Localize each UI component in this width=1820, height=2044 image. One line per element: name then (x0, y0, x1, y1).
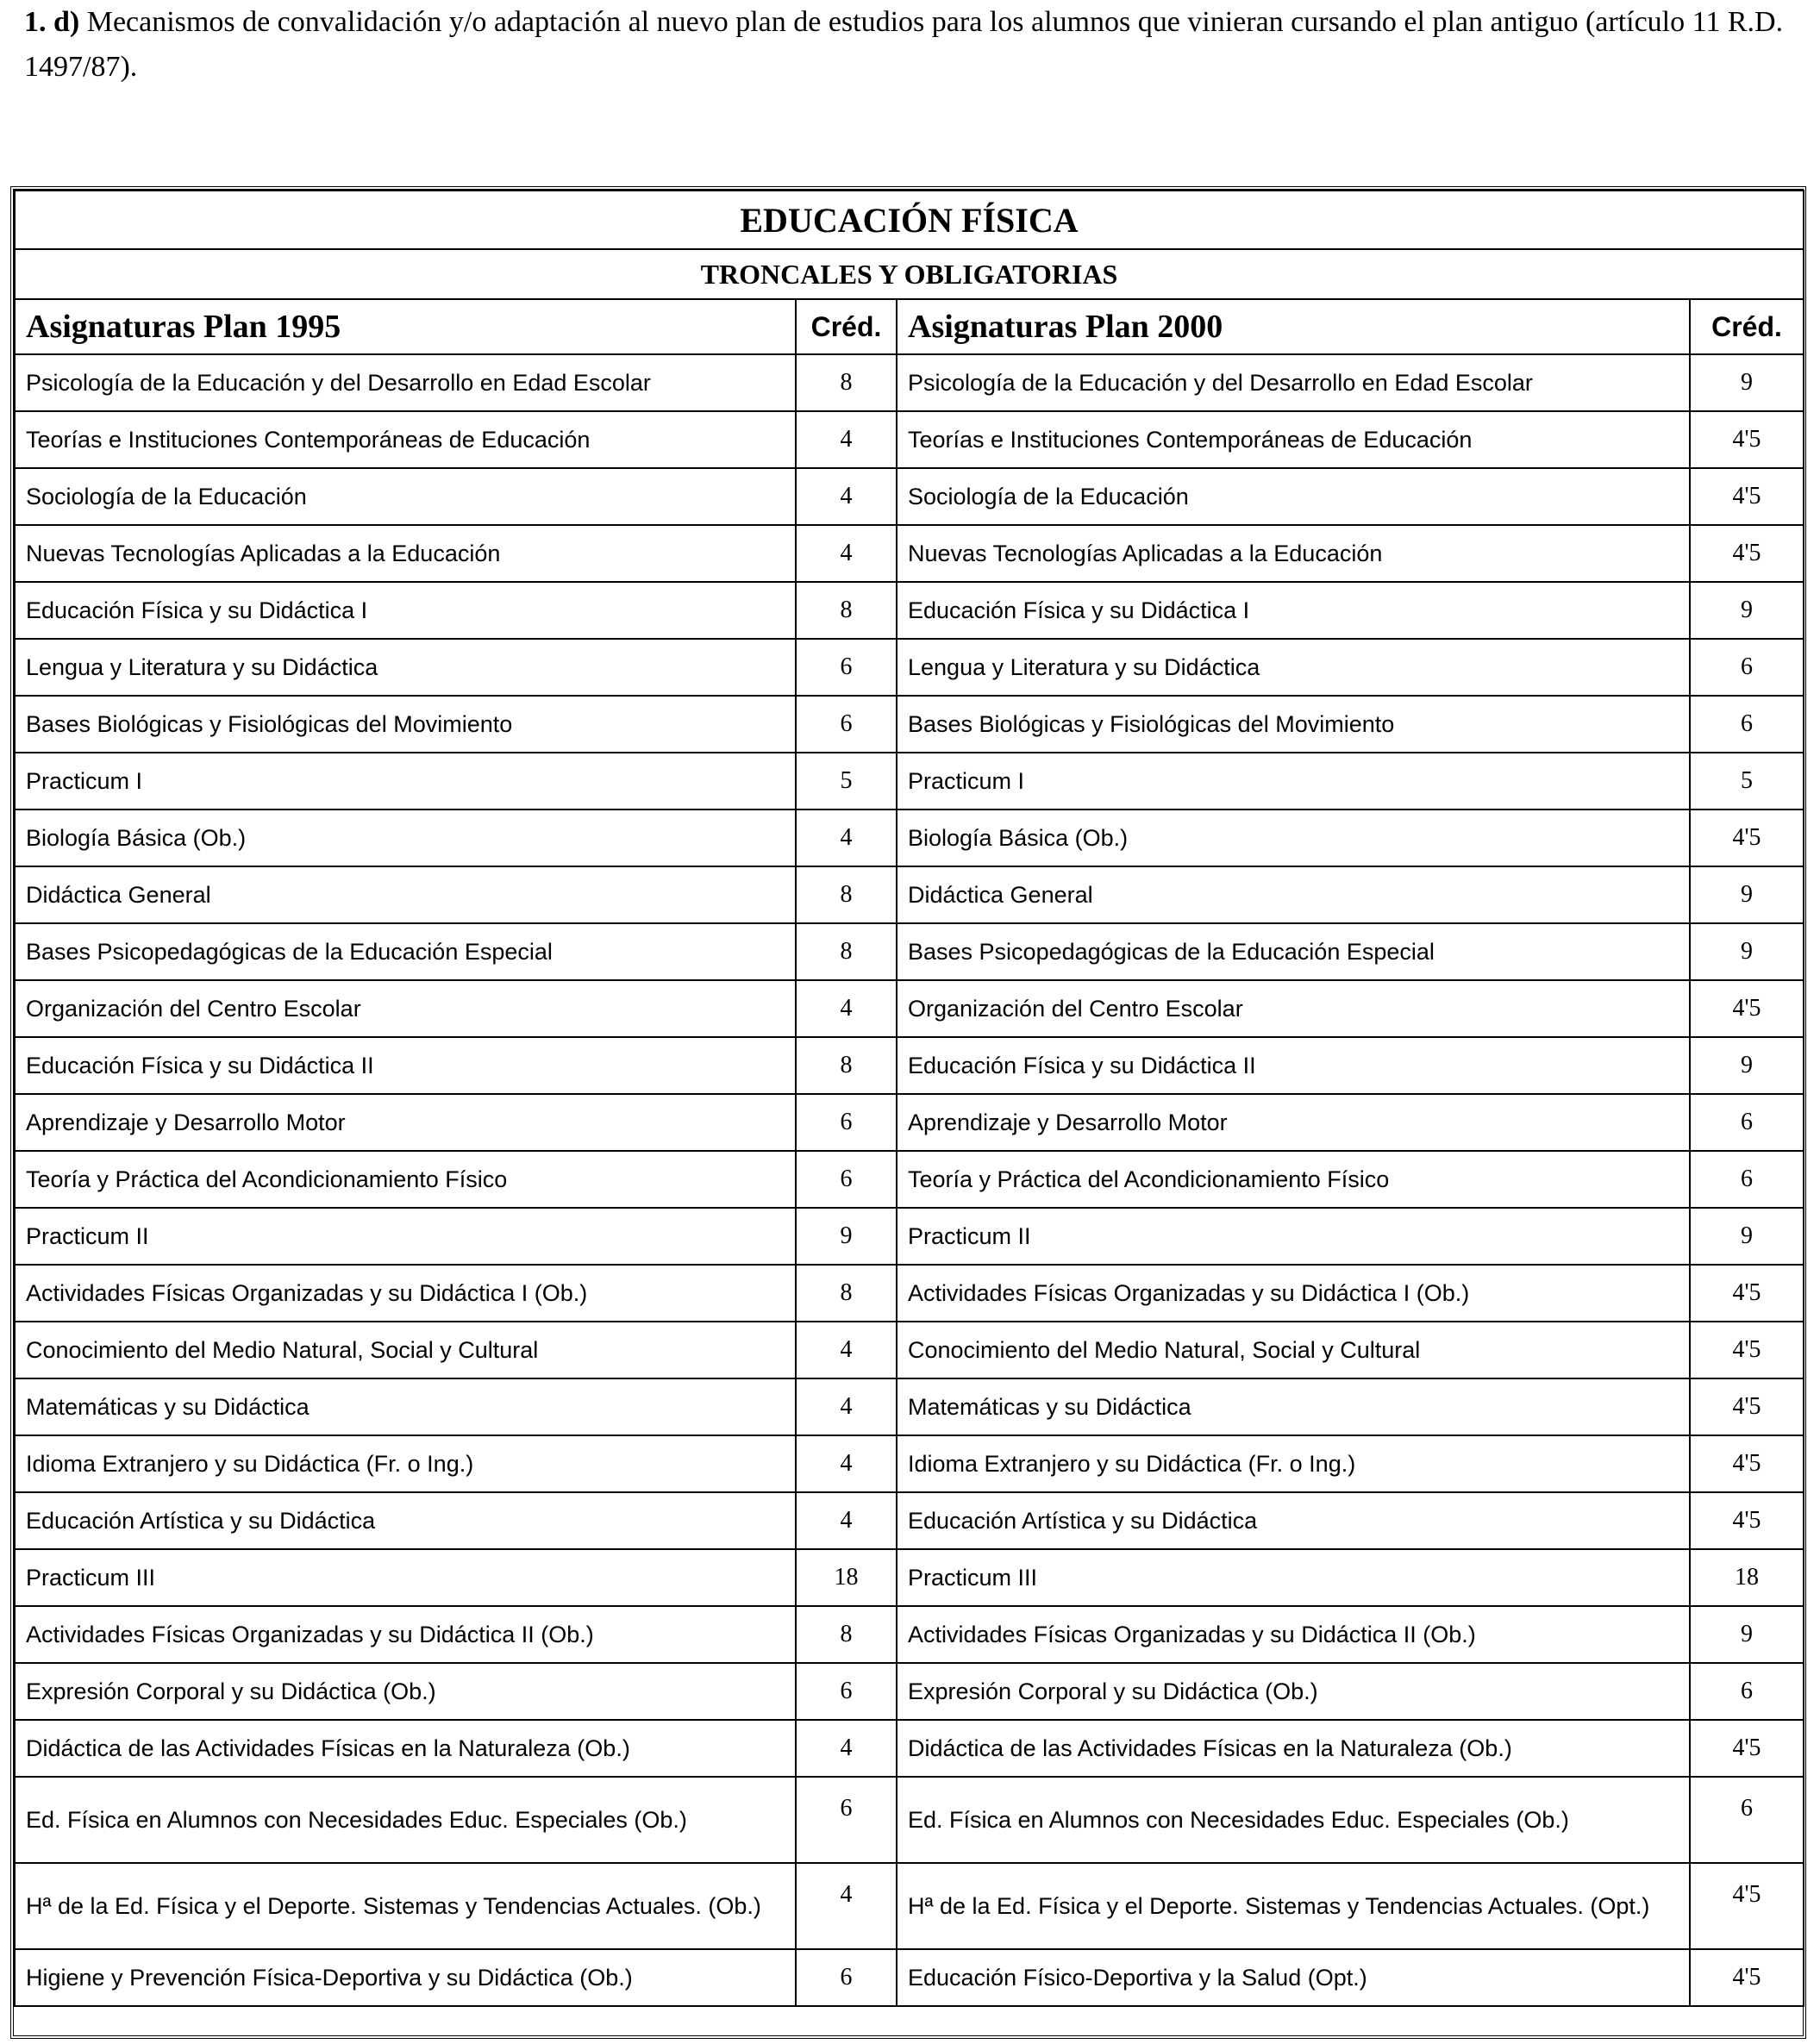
new-subject-cell: Psicología de la Educación y del Desarrollo en Edad Escolar (897, 354, 1690, 411)
new-subject-cell: Educación Físico-Deportiva y la Salud (Opt.) (897, 1949, 1690, 2006)
table-row (15, 923, 1804, 980)
old-subject-cell: Teoría y Práctica del Acondicionamiento Físico (15, 1151, 796, 1208)
new-credits-cell: 6 (1690, 1094, 1804, 1151)
table-row (15, 1663, 1804, 1720)
new-subject-cell: Practicum III (897, 1549, 1690, 1606)
old-subject-cell: Educación Física y su Didáctica II (15, 1037, 796, 1094)
new-credits-cell: 4'5 (1690, 1720, 1804, 1777)
table-row (15, 1265, 1804, 1322)
old-subject-cell: Educación Artística y su Didáctica (15, 1492, 796, 1549)
old-credits-cell: 4 (796, 1492, 897, 1549)
header-old-credits: Créd. (796, 299, 897, 354)
old-subject-cell: Didáctica de las Actividades Físicas en la Naturaleza (Ob.) (15, 1720, 796, 1777)
old-credits-cell: 4 (796, 1720, 897, 1777)
old-subject-cell: Actividades Físicas Organizadas y su Didáctica I (Ob.) (15, 1265, 796, 1322)
old-credits-cell: 6 (796, 1094, 897, 1151)
new-subject-cell: Lengua y Literatura y su Didáctica (897, 639, 1690, 696)
old-credits-cell: 8 (796, 923, 897, 980)
old-credits-cell: 6 (796, 1777, 897, 1863)
old-credits-cell: 9 (796, 1208, 897, 1265)
new-subject-cell: Actividades Físicas Organizadas y su Didáctica I (Ob.) (897, 1265, 1690, 1322)
new-subject-cell: Teoría y Práctica del Acondicionamiento Físico (897, 1151, 1690, 1208)
old-credits-cell: 4 (796, 411, 897, 468)
table-subtitle: TRONCALES Y OBLIGATORIAS (15, 249, 1804, 299)
table-row (15, 1435, 1804, 1492)
new-subject-cell: Matemáticas y su Didáctica (897, 1378, 1690, 1435)
old-subject-cell: Matemáticas y su Didáctica (15, 1378, 796, 1435)
table-row (15, 1094, 1804, 1151)
new-credits-cell: 9 (1690, 582, 1804, 639)
table-row (15, 1720, 1804, 1777)
new-credits-cell: 9 (1690, 354, 1804, 411)
new-credits-cell: 4'5 (1690, 1863, 1804, 1949)
old-subject-cell: Conocimiento del Medio Natural, Social y Cultural (15, 1322, 796, 1378)
table-row (15, 1777, 1804, 1863)
new-credits-cell: 6 (1690, 1151, 1804, 1208)
new-credits-cell: 6 (1690, 1663, 1804, 1720)
table-title: EDUCACIÓN FÍSICA (15, 191, 1804, 249)
new-subject-cell: Biología Básica (Ob.) (897, 809, 1690, 866)
new-credits-cell: 4'5 (1690, 1322, 1804, 1378)
old-credits-cell: 4 (796, 1435, 897, 1492)
header-old-subject: Asignaturas Plan 1995 (15, 299, 796, 354)
new-subject-cell: Expresión Corporal y su Didáctica (Ob.) (897, 1663, 1690, 1720)
table-row (15, 1037, 1804, 1094)
table-row (15, 525, 1804, 582)
old-subject-cell: Sociología de la Educación (15, 468, 796, 525)
new-subject-cell: Actividades Físicas Organizadas y su Didáctica II (Ob.) (897, 1606, 1690, 1663)
new-subject-cell: Idioma Extranjero y su Didáctica (Fr. o Ing.) (897, 1435, 1690, 1492)
new-credits-cell: 9 (1690, 1606, 1804, 1663)
new-subject-cell: Didáctica de las Actividades Físicas en la Naturaleza (Ob.) (897, 1720, 1690, 1777)
new-credits-cell: 4'5 (1690, 1378, 1804, 1435)
table-row (15, 980, 1804, 1037)
old-credits-cell: 4 (796, 980, 897, 1037)
old-subject-cell: Bases Biológicas y Fisiológicas del Movimiento (15, 696, 796, 753)
new-credits-cell: 9 (1690, 1208, 1804, 1265)
table-row (15, 753, 1804, 809)
table-row (15, 582, 1804, 639)
old-credits-cell: 5 (796, 753, 897, 809)
old-subject-cell: Actividades Físicas Organizadas y su Didáctica II (Ob.) (15, 1606, 796, 1663)
old-subject-cell: Educación Física y su Didáctica I (15, 582, 796, 639)
old-credits-cell: 8 (796, 1265, 897, 1322)
old-credits-cell: 6 (796, 1949, 897, 2006)
old-credits-cell: 8 (796, 866, 897, 923)
new-subject-cell: Aprendizaje y Desarrollo Motor (897, 1094, 1690, 1151)
old-credits-cell: 4 (796, 525, 897, 582)
table-row (15, 1378, 1804, 1435)
table-row (15, 1208, 1804, 1265)
old-credits-cell: 8 (796, 1037, 897, 1094)
old-subject-cell: Lengua y Literatura y su Didáctica (15, 639, 796, 696)
new-credits-cell: 9 (1690, 866, 1804, 923)
new-subject-cell: Educación Física y su Didáctica II (897, 1037, 1690, 1094)
new-credits-cell: 4'5 (1690, 1435, 1804, 1492)
new-credits-cell: 9 (1690, 1037, 1804, 1094)
old-subject-cell: Practicum II (15, 1208, 796, 1265)
convalidation-table (14, 190, 1804, 2007)
new-subject-cell: Sociología de la Educación (897, 468, 1690, 525)
old-subject-cell: Practicum I (15, 753, 796, 809)
old-subject-cell: Didáctica General (15, 866, 796, 923)
old-subject-cell: Bases Psicopedagógicas de la Educación Especial (15, 923, 796, 980)
new-credits-cell: 6 (1690, 1777, 1804, 1863)
new-credits-cell: 4'5 (1690, 980, 1804, 1037)
table-row (15, 1606, 1804, 1663)
old-credits-cell: 8 (796, 354, 897, 411)
old-credits-cell: 6 (796, 639, 897, 696)
new-credits-cell: 4'5 (1690, 1265, 1804, 1322)
table-row (15, 1492, 1804, 1549)
header-new-subject: Asignaturas Plan 2000 (897, 299, 1690, 354)
old-subject-cell: Ed. Física en Alumnos con Necesidades Educ. Especiales (Ob.) (15, 1777, 796, 1863)
intro-text: Mecanismos de convalidación y/o adaptación al nuevo plan de estudios para los alumnos que vinieran cursando el plan antiguo (artículo 11 R.D. 1497/87). (24, 6, 1784, 83)
new-credits-cell: 4'5 (1690, 1949, 1804, 2006)
old-subject-cell: Psicología de la Educación y del Desarrollo en Edad Escolar (15, 354, 796, 411)
new-subject-cell: Didáctica General (897, 866, 1690, 923)
new-subject-cell: Hª de la Ed. Física y el Deporte. Sistemas y Tendencias Actuales. (Opt.) (897, 1863, 1690, 1949)
old-credits-cell: 6 (796, 696, 897, 753)
old-subject-cell: Expresión Corporal y su Didáctica (Ob.) (15, 1663, 796, 1720)
old-credits-cell: 4 (796, 809, 897, 866)
intro-paragraph (24, 0, 1809, 90)
old-credits-cell: 18 (796, 1549, 897, 1606)
new-credits-cell: 5 (1690, 753, 1804, 809)
old-subject-cell: Higiene y Prevención Física-Deportiva y su Didáctica (Ob.) (15, 1949, 796, 2006)
table-row (15, 1949, 1804, 2006)
new-credits-cell: 4'5 (1690, 411, 1804, 468)
new-subject-cell: Educación Artística y su Didáctica (897, 1492, 1690, 1549)
old-credits-cell: 6 (796, 1151, 897, 1208)
new-subject-cell: Educación Física y su Didáctica I (897, 582, 1690, 639)
table-row (15, 1322, 1804, 1378)
old-credits-cell: 4 (796, 1863, 897, 1949)
new-credits-cell: 6 (1690, 696, 1804, 753)
new-subject-cell: Conocimiento del Medio Natural, Social y Cultural (897, 1322, 1690, 1378)
new-subject-cell: Practicum II (897, 1208, 1690, 1265)
new-subject-cell: Practicum I (897, 753, 1690, 809)
old-subject-cell: Biología Básica (Ob.) (15, 809, 796, 866)
new-subject-cell: Bases Psicopedagógicas de la Educación Especial (897, 923, 1690, 980)
new-subject-cell: Organización del Centro Escolar (897, 980, 1690, 1037)
old-subject-cell: Aprendizaje y Desarrollo Motor (15, 1094, 796, 1151)
table-row (15, 639, 1804, 696)
table-row (15, 1863, 1804, 1949)
new-credits-cell: 9 (1690, 923, 1804, 980)
old-subject-cell: Organización del Centro Escolar (15, 980, 796, 1037)
new-credits-cell: 6 (1690, 639, 1804, 696)
intro-label: 1. d) (24, 6, 80, 38)
new-subject-cell: Bases Biológicas y Fisiológicas del Movimiento (897, 696, 1690, 753)
table-row (15, 354, 1804, 411)
old-subject-cell: Nuevas Tecnologías Aplicadas a la Educación (15, 525, 796, 582)
new-credits-cell: 18 (1690, 1549, 1804, 1606)
new-subject-cell: Ed. Física en Alumnos con Necesidades Educ. Especiales (Ob.) (897, 1777, 1690, 1863)
new-credits-cell: 4'5 (1690, 525, 1804, 582)
old-subject-cell: Practicum III (15, 1549, 796, 1606)
new-subject-cell: Nuevas Tecnologías Aplicadas a la Educación (897, 525, 1690, 582)
old-credits-cell: 4 (796, 468, 897, 525)
table-row (15, 468, 1804, 525)
old-subject-cell: Idioma Extranjero y su Didáctica (Fr. o Ing.) (15, 1435, 796, 1492)
old-subject-cell: Teorías e Instituciones Contemporáneas de Educación (15, 411, 796, 468)
table-row (15, 809, 1804, 866)
new-credits-cell: 4'5 (1690, 809, 1804, 866)
new-credits-cell: 4'5 (1690, 468, 1804, 525)
table-row (15, 866, 1804, 923)
old-subject-cell: Hª de la Ed. Física y el Deporte. Sistemas y Tendencias Actuales. (Ob.) (15, 1863, 796, 1949)
old-credits-cell: 8 (796, 1606, 897, 1663)
old-credits-cell: 4 (796, 1378, 897, 1435)
new-subject-cell: Teorías e Instituciones Contemporáneas de Educación (897, 411, 1690, 468)
table-row (15, 696, 1804, 753)
table-row (15, 1151, 1804, 1208)
old-credits-cell: 6 (796, 1663, 897, 1720)
header-new-credits: Créd. (1690, 299, 1804, 354)
old-credits-cell: 8 (796, 582, 897, 639)
table-row (15, 1549, 1804, 1606)
old-credits-cell: 4 (796, 1322, 897, 1378)
new-credits-cell: 4'5 (1690, 1492, 1804, 1549)
table-row (15, 411, 1804, 468)
